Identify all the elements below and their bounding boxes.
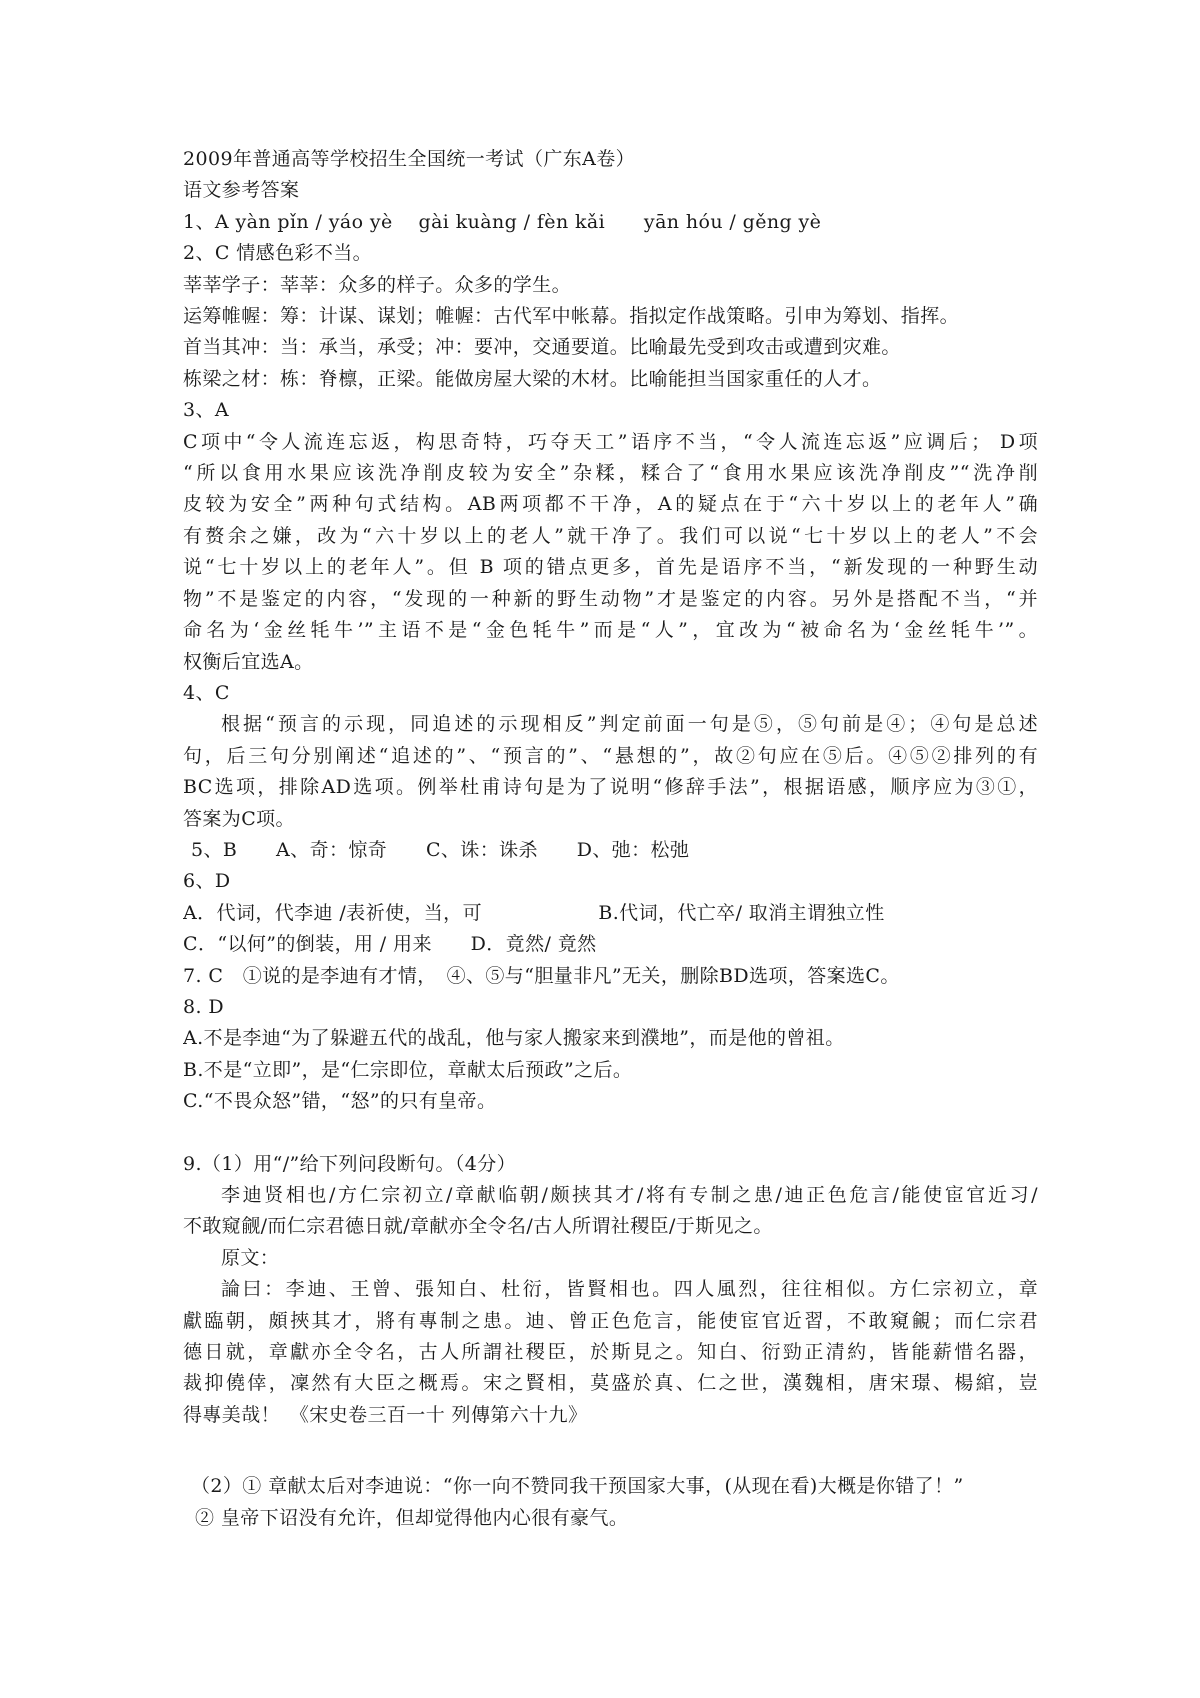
answer-5: 5、B A、奇：惊奇 C、诛：诛杀 D、弛：松弛	[191, 838, 690, 861]
answer-3-line: 命名为‘金丝牦牛’”主语不是“金色牦牛”而是“人”，宜改为“被命名为‘金丝牦牛’”。	[183, 619, 1038, 642]
answer-4-line: 根据“预言的示现，同追述的示现相反”判定前面一句是⑤，⑤句前是④；④句是总述	[221, 713, 1038, 736]
answer-3-line: 说“七十岁以上的老年人”。但 B 项的错点更多，首先是语序不当，“新发现的一种野生动	[183, 556, 1038, 579]
answer-6-head: 6、D	[183, 870, 231, 893]
doc-title: 2009年普通高等学校招生全国统一考试（广东A卷）	[183, 148, 636, 170]
original-text-line: 得專美哉！ 《宋史卷三百一十 列傳第六十九》	[183, 1403, 588, 1426]
original-text-line: 德日就，章獻亦全令名，古人所謂社稷臣，於斯見之。知白、衍勁正清約，皆能薪惜名器，	[183, 1341, 1038, 1364]
answer-8-line: B.不是“立即”，是“仁宗即位，章献太后预政”之后。	[183, 1058, 633, 1081]
original-text-label: 原文：	[221, 1246, 280, 1269]
answer-2-line: 栋梁之材：栋：脊檩，正梁。能做房屋大梁的木材。比喻能担当国家重任的人才。	[183, 367, 882, 390]
answer-3-line: 有赘余之嫌，改为“六十岁以上的老人”就干净了。我们可以说“七十岁以上的老人”不会	[183, 524, 1038, 547]
answer-3-line: 权衡后宜选A。	[183, 650, 314, 673]
answer-4-head: 4、C	[183, 681, 230, 704]
original-text-line: 裁抑僥倖，凜然有大臣之概焉。宋之賢相，莫盛於真、仁之世，漢魏相，唐宋璟、楊綰，豈	[183, 1372, 1038, 1395]
answer-4-line: 答案为C项。	[183, 807, 295, 830]
answer-3-line: 皮较为安全”两种句式结构。AB两项都不干净，A的疑点在于“六十岁以上的老年人”确	[183, 493, 1038, 516]
answer-3-head: 3、A	[183, 399, 230, 422]
answer-2-line: 运筹帷幄：筹：计谋、谋划；帷幄：古代军中帐幕。指拟定作战策略。引申为筹划、指挥。	[183, 305, 960, 328]
answer-9-line: 不敢窥觎/而仁宗君德日就/章献亦全令名/古人所谓社稷臣/于斯见之。	[183, 1215, 773, 1238]
answer-2-head: 2、C 情感色彩不当。	[183, 242, 373, 265]
spacer	[183, 1431, 1038, 1471]
answer-9-head: 9.（1）用“/”给下列问段断句。（4分）	[183, 1152, 517, 1175]
answer-6-line: A．代词，代李迪 /表祈使，当，可 B.代词，代亡卒/ 取消主谓独立性	[183, 901, 885, 924]
original-text-line: 獻臨朝，頗挾其才，將有專制之患。迪、曾正色危言，能使宦官近習，不敢窺覦；而仁宗君	[183, 1309, 1038, 1332]
answer-3-line: “所以食用水果应该洗净削皮较为安全”杂糅，糅合了“食用水果应该洗净削皮”“洗净削	[183, 462, 1038, 485]
answer-3-line: C项中“令人流连忘返，构思奇特，巧夺天工”语序不当，“令人流连忘返”应调后； D项	[183, 430, 1038, 453]
answer-2-line: 莘莘学子：莘莘：众多的样子。众多的学生。	[183, 273, 572, 296]
answer-9-2-line: （2）① 章献太后对李迪说：“你一向不赞同我干预国家大事，(从现在看)大概是你错了！”	[191, 1475, 964, 1498]
answer-3-line: 物”不是鉴定的内容，“发现的一种新的野生动物”才是鉴定的内容。另外是搭配不当，“并	[183, 587, 1038, 610]
answer-8-head: 8. D	[183, 995, 225, 1018]
answer-9-2-line: ② 皇帝下诏没有允许，但却觉得他内心很有豪气。	[195, 1506, 629, 1529]
answer-8-line: C.“不畏众怒”错，“怒”的只有皇帝。	[183, 1090, 497, 1113]
answer-4-line: 句，后三句分别阐述“追述的”、“预言的”、“悬想的”，故②句应在⑤后。④⑤②排列的有	[183, 744, 1038, 767]
answer-9-line: 李迪贤相也/方仁宗初立/章献临朝/颇挟其才/将有专制之患/迪正色危言/能使宦官近习/	[221, 1184, 1038, 1206]
spacer	[183, 1118, 1038, 1149]
original-text-line: 論曰：李迪、王曾、張知白、杜衍，皆賢相也。四人風烈，往往相似。方仁宗初立，章	[221, 1278, 1038, 1301]
answer-document	[183, 144, 1038, 1534]
answer-7: 7. C ①说的是李迪有才情， ④、⑤与“胆量非凡”无关，删除BD选项，答案选C。	[183, 964, 900, 987]
doc-subtitle: 语文参考答案	[183, 179, 300, 202]
answer-1: 1、A yàn pǐn / yáo yè gài kuàng / fèn kǎi yān hóu / gěng yè	[183, 210, 822, 233]
answer-2-line: 首当其冲：当：承当，承受；冲：要冲，交通要道。比喻最先受到攻击或遭到灾难。	[183, 336, 901, 359]
answer-6-line: C．“以何”的倒装，用 / 用来 D．竟然/ 竟然	[183, 933, 597, 956]
answer-4-line: BC选项，排除AD选项。例举杜甫诗句是为了说明“修辞手法”，根据语感，顺序应为③①，	[183, 776, 1038, 799]
answer-8-line: A.不是李迪“为了躲避五代的战乱，他与家人搬家来到濮地”，而是他的曾祖。	[183, 1027, 845, 1050]
